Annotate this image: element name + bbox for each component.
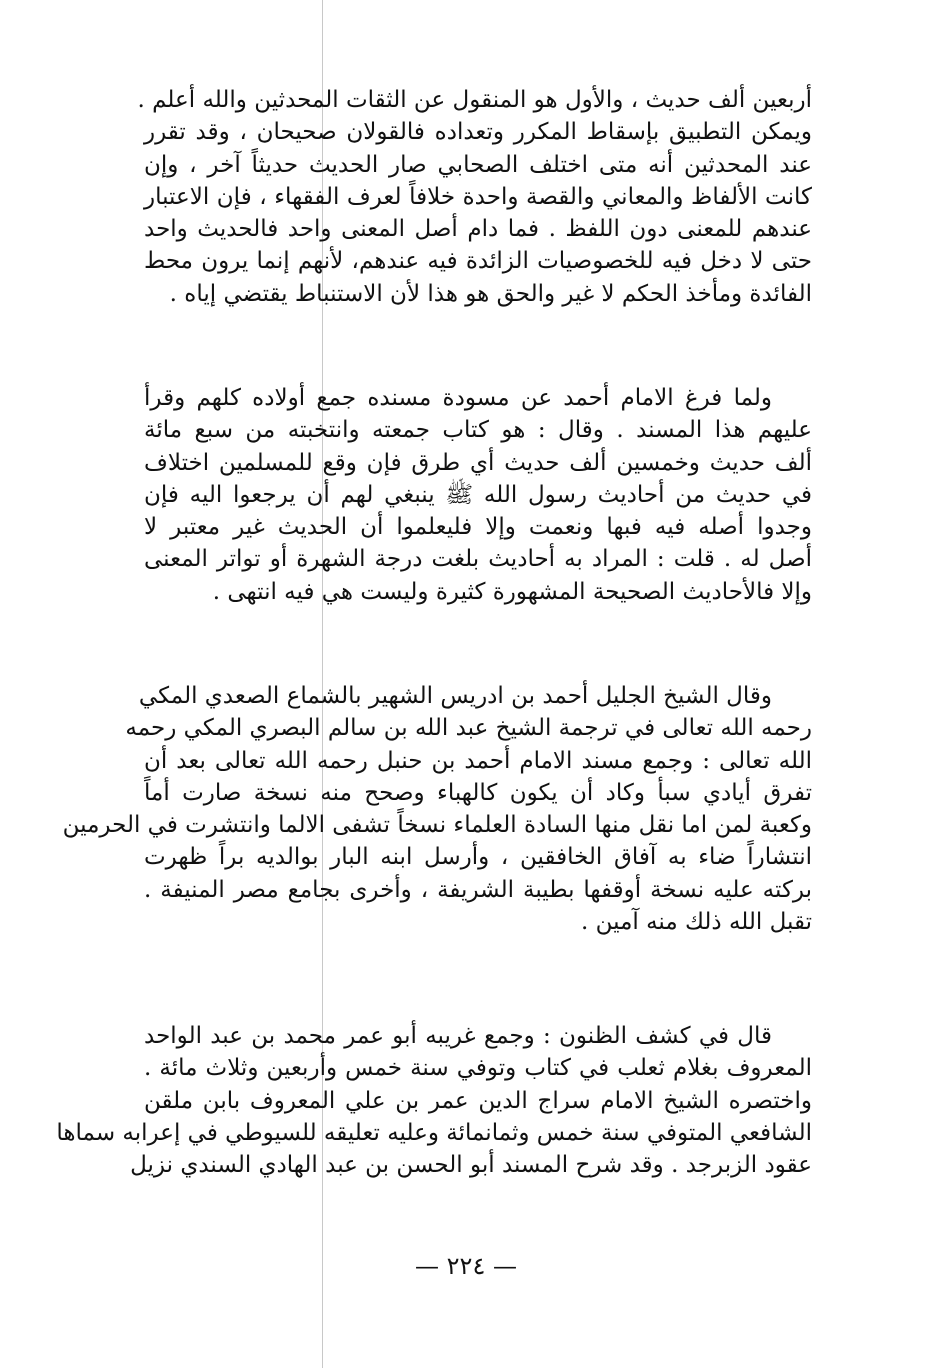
text-line: قال في كشف الظنون : وجمع غريبه أبو عمر محمد بن عبد الواحد: [144, 1023, 772, 1049]
text-line: واختصره الشيخ الامام سراج الدين عمر بن علي المعروف بابن ملقن: [144, 1087, 812, 1114]
text-line: تقبل الله ذلك منه آمين .: [581, 909, 812, 936]
text-line: وجدوا أصله فيه فبها ونعمت وإلا فليعلموا أن الحديث غير معتبر لا: [144, 514, 812, 541]
text-line: ويمكن التطبيق بإسقاط المكرر وتعداده فالقولان صحيحان ، وقد تقرر: [144, 119, 812, 146]
text-line: بركته عليه نسخة أوقفها بطيبة الشريفة ، وأخرى بجامع مصر المنيفة .: [144, 876, 812, 903]
text-line: الفائدة ومأخذ الحكم لا غير والحق هو هذا لأن الاستنباط يقتضي إياه .: [169, 280, 812, 307]
text-line: عقود الزبرجد . وقد شرح المسند أبو الحسن بن عبد الهادي السندي نزيل: [130, 1152, 812, 1179]
paragraph-1: [137, 84, 812, 310]
text-line: ألف حديث وخمسين ألف حديث أي طرق فإن وقع للمسلمين اختلاف: [144, 449, 812, 476]
text-line: تفرق أيادي سبأ وكاد أن يكون كالهباء وصحح منه نسخة صارت أماً: [144, 779, 812, 806]
text-line: عليهم هذا المسند . وقال : هو كتاب جمعته وانتخبته من سبع مائة: [144, 417, 812, 444]
text-line: وقال الشيخ الجليل أحمد بن ادريس الشهير بالشماع الصعدي المكي: [138, 683, 772, 709]
text-line: الله تعالى : وجمع مسند الامام أحمد بن حنبل رحمه الله تعالى بعد أن: [144, 747, 812, 774]
text-line: ولما فرغ الامام أحمد عن مسودة مسنده جمع أولاده كلهم وقرأ: [144, 385, 772, 411]
text-line: المعروف بغلام ثعلب في كتاب وتوفي سنة خمس وأربعين وثلاث مائة .: [144, 1055, 812, 1082]
text-line: عند المحدثين أنه متى اختلف الصحابي صار الحديث حديثاً آخر ، وإن: [144, 151, 812, 178]
paragraph-2: [144, 382, 812, 608]
text-line: حتى لا دخل فيه للخصوصيات الزائدة فيه عندهم، لأنهم إنما يرون محط: [144, 248, 812, 275]
text-line: أربعين ألف حديث ، والأول هو المنقول عن الثقات المحدثين والله أعلم .: [137, 87, 812, 113]
text-line: أصل له . قلت : المراد به أحاديث بلغت درجة الشهرة أو تواتر المعنى: [144, 546, 812, 573]
text-line: كانت الألفاظ والمعاني والقصة واحدة خلافاً لعرف الفقهاء ، فإن الاعتبار: [144, 183, 812, 210]
text-line: في حديث من أحاديث رسول الله ﷺ ينبغي لهم أن يرجعوا اليه فإن: [144, 481, 812, 508]
text-line: وإلا فالأحاديث الصحيحة المشهورة كثيرة وليست هي فيه انتهى .: [212, 578, 812, 605]
text-line: وكعبة لمن اما نقل منها السادة العلماء نسخاً تشفى الالما وانتشرت في الحرمين: [62, 812, 812, 839]
paragraph-3: [62, 680, 813, 938]
page-number: — ٢٢٤ —: [415, 1252, 517, 1280]
text-line: عندهم للمعنى دون اللفظ . فما دام أصل المعنى واحد فالحديث واحد: [144, 216, 812, 243]
text-line: انتشاراً ضاء به آفاق الخافقين ، وأرسل ابنه البار بوالديه براً ظهرت: [144, 844, 813, 871]
paragraph-4: [56, 1020, 812, 1181]
text-line: الشافعي المتوفي سنة خمس وثمانمائة وعليه تعليقه للسيوطي في إعرابه سماها: [56, 1119, 812, 1146]
text-line: رحمه الله تعالى في ترجمة الشيخ عبد الله بن سالم البصري المكي رحمه: [125, 715, 812, 742]
